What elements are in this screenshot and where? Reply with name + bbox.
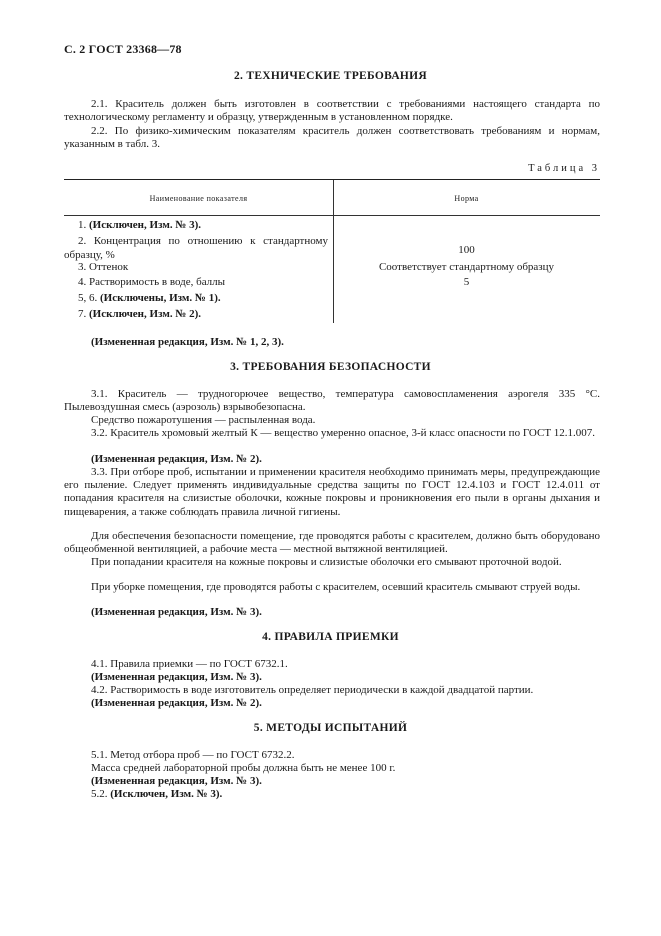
table-row — [64, 235, 328, 262]
section-3-title: 3. ТРЕБОВАНИЯ БЕЗОПАСНОСТИ — [230, 361, 431, 373]
paragraph-5-1: 5.1. Метод отбора проб — по ГОСТ 6732.2. — [91, 749, 295, 761]
section-5-title: 5. МЕТОДЫ ИСПЫТАНИЙ — [253, 722, 408, 734]
paragraph-3-3-ventilation: Для обеспечения безопасности помещение, где проводятся работы с красителем, должно быть оборудовано общеобменной вентиляцией, а рабочие места — местной вытяжной вентиляцией. — [64, 530, 600, 556]
row-number: 4. — [78, 276, 87, 288]
table-row — [78, 261, 328, 274]
page-header: С. 2 ГОСТ 23368—78 — [64, 42, 182, 56]
paragraph-3-2: 3.2. Краситель хромовый желтый К — вещество умеренно опасное, 3-й класс опасности по ГОСТ 12.1.007. — [91, 427, 596, 439]
paragraph-2-2: 2.2. По физико-химическим показателям краситель должен соответствовать требованиям и нормам, указанным в табл. 3. — [64, 125, 600, 151]
section-2-title: 2. ТЕХНИЧЕСКИЕ ТРЕБОВАНИЯ — [233, 70, 428, 82]
row-number: 7. — [78, 308, 87, 320]
paragraph-4-1: 4.1. Правила приемки — по ГОСТ 6732.1. — [91, 658, 288, 670]
table-row — [78, 308, 328, 321]
paragraph-5-1-sample-mass: Масса средней лабораторной пробы должна быть не менее 100 г. — [91, 762, 396, 774]
paragraph-3-3-cleaning: При уборке помещения, где проводятся работы с красителем, осевший краситель смывают струей воды. — [91, 581, 581, 593]
table-row — [78, 219, 328, 232]
paragraph-4-2: 4.2. Растворимость в воде изготовитель определяет периодически в каждой двадцатой партии. — [91, 684, 534, 696]
row-name: (Исключен, Изм. № 2). — [89, 308, 202, 320]
row-number: 1. — [78, 219, 87, 231]
paragraph-5-2-number: 5.2. — [91, 788, 108, 800]
table-header-norm: Норма — [454, 194, 479, 203]
row-number: 5, 6. — [78, 292, 98, 304]
edit-note-5-1: (Измененная редакция, Изм. № 3). — [91, 775, 262, 787]
edit-note-3-3: (Измененная редакция, Изм. № 3). — [91, 606, 262, 618]
row-name: (Исключен, Изм. № 3). — [89, 219, 202, 231]
paragraph-3-1: 3.1. Краситель — трудногорючее вещество, температура самовоспламенения аэрогеля 335 °С. Пылевоздушная смесь (аэрозоль) взрывобезопасна. — [64, 388, 600, 414]
row-norm-concentration: 100 — [458, 244, 475, 256]
edit-note-4-1: (Измененная редакция, Изм. № 3). — [91, 671, 262, 683]
edit-note-3-2: (Измененная редакция, Изм. № 2). — [91, 453, 262, 465]
table-header-indicator: Наименование показателя — [149, 194, 248, 203]
table-row — [78, 292, 328, 305]
table-top-rule — [64, 179, 600, 180]
paragraph-2-1: 2.1. Краситель должен быть изготовлен в соответствии с требованиями настоящего стандарта по технологическому регламенту и образцу, утвержденным в установленном порядке. — [64, 98, 600, 124]
paragraph-5-2-text: (Исключен, Изм. № 3). — [110, 788, 223, 800]
row-name: Растворимость в воде, баллы — [89, 276, 226, 288]
table-header-rule — [64, 215, 600, 216]
table-edit-note: (Измененная редакция, Изм. № 1, 2, 3). — [91, 336, 284, 348]
paragraph-3-3: 3.3. При отборе проб, испытании и применении красителя необходимо принимать меры, предупреждающие его пыление. Следует применять индивидуальные средства защиты по ГОСТ 12.4.103 и ГОСТ 12.4.011 от попадания красителя на слизистые оболочки, кожные покровы и проникновения его пыли в органы дыхания и пищеварения, а также соблюдать правила личной гигиены. — [64, 466, 600, 518]
table-row — [78, 276, 328, 289]
row-name: (Исключены, Изм. № 1). — [100, 292, 221, 304]
paragraph-5-2 — [64, 788, 600, 801]
row-norm-solubility: 5 — [463, 276, 470, 288]
edit-note-4-2: (Измененная редакция, Изм. № 2). — [91, 697, 262, 709]
paragraph-3-3-skin: При попадании красителя на кожные покровы и слизистые оболочки его смывают проточной водой. — [91, 556, 562, 568]
row-norm-shade: Соответствует стандартному образцу — [378, 261, 555, 273]
row-number: 3. — [78, 261, 87, 273]
row-number: 2. — [78, 235, 87, 247]
paragraph-3-1-extinguishing: Средство пожаротушения — распыленная вода. — [91, 414, 316, 426]
table-caption: Таблица 3 — [528, 163, 600, 174]
row-name: Оттенок — [89, 261, 129, 273]
row-name: Концентрация по отношению к стандартному образцу, % — [64, 235, 329, 261]
section-4-title: 4. ПРАВИЛА ПРИЕМКИ — [262, 631, 399, 643]
